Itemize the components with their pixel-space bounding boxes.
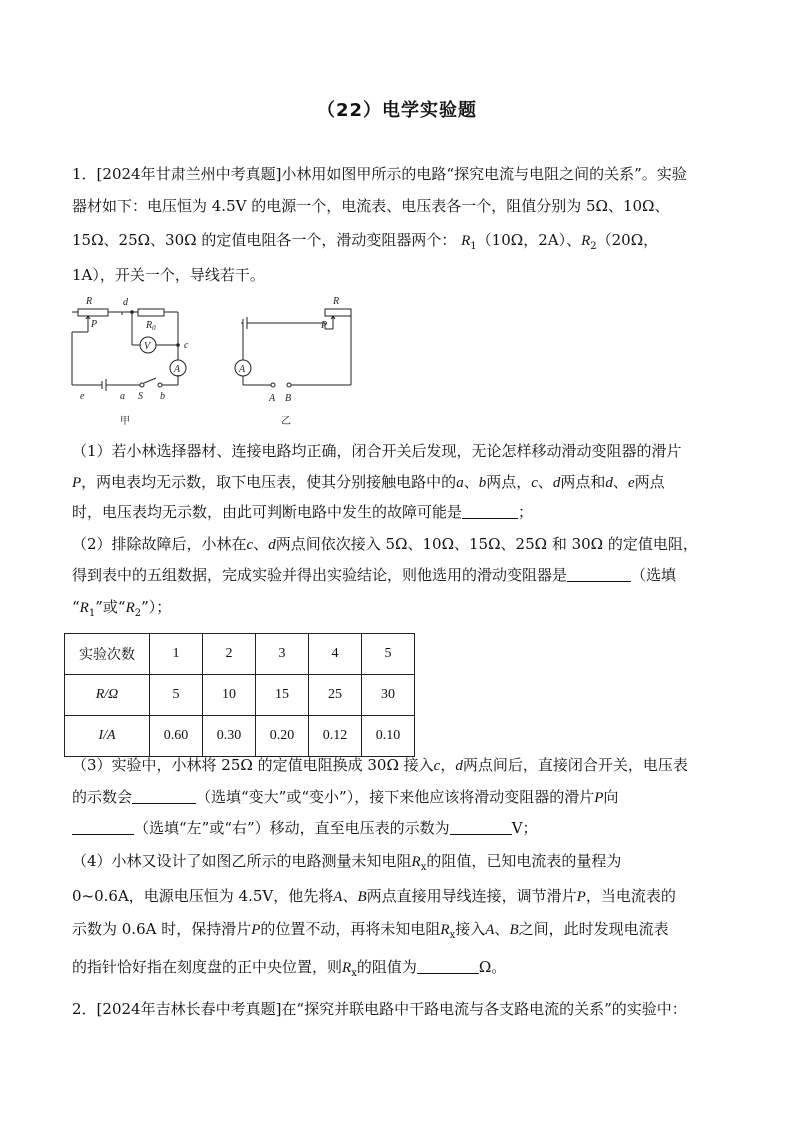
r2-symbol: R (581, 233, 591, 249)
p3-text-2d: 向 (603, 788, 619, 806)
p1-p: P (72, 475, 82, 491)
p4-line-1 (72, 850, 621, 879)
p1-d2: d (605, 475, 613, 491)
circuit-diagram-b (225, 295, 365, 430)
p4-rx2-sub: x (449, 930, 456, 941)
p4-text-1c: 的阻值，已知电流表的量程为 (426, 852, 622, 870)
answer-blank-2[interactable] (567, 567, 631, 582)
q1-line-1: 1．[2024年甘肃兰州中考真题]小林用如图甲所示的电路“探究电流与电阻之间的关系”。实验 (72, 165, 687, 183)
p3-sep: ， (440, 756, 456, 774)
fig-a-label-a-meter: A (174, 364, 181, 375)
circuit-diagram-a (60, 295, 220, 430)
table-cell: 0.12 (309, 716, 362, 757)
fig-a-label-c: c (184, 340, 189, 351)
table-cell: 10 (203, 675, 256, 716)
p2-line-2 (72, 564, 676, 586)
table-row (65, 634, 415, 675)
fig-b-label-point-b: B (285, 393, 292, 404)
p2-text-a: （2）排除故障后，小林在 (72, 535, 247, 553)
p2-or: ”或“ (95, 598, 126, 616)
p2-r2-sub: 2 (134, 608, 142, 619)
table-cell: 1 (150, 634, 203, 675)
p4-line-3 (72, 918, 669, 947)
fig-a-label-v: V (144, 341, 151, 352)
page-title: （22）电学实验题 (316, 100, 478, 121)
p1-text-n: 两点 (634, 473, 665, 491)
p2-r1-sub: 1 (88, 608, 96, 619)
table-row (65, 675, 415, 716)
table-cell: 4 (309, 634, 362, 675)
table-row-header: R/Ω (65, 675, 150, 716)
fig-a-label-e: e (80, 391, 85, 402)
p1-sep-2: 、 (537, 473, 553, 491)
table-cell: 30 (362, 675, 415, 716)
fig-a-caption: 甲 (120, 416, 130, 427)
fig-b-label-p: P (321, 320, 328, 331)
p2-text-e: 两点间依次接入 5Ω、10Ω、15Ω、25Ω 和 30Ω 的定值电阻， (275, 535, 698, 553)
terminal-a (271, 383, 275, 387)
p3-d: d (455, 758, 463, 774)
p1-line-3-text: 时，电压表均无示数，由此可判断电路中发生的故障可能是 (72, 503, 463, 521)
answer-blank-6[interactable] (417, 959, 479, 974)
p1-line-3 (72, 501, 533, 523)
p2-quote-close: ”）； (141, 598, 172, 616)
fig-b-label-point-a: A (269, 393, 276, 404)
p3-line-1 (72, 754, 688, 777)
table-cell: 3 (256, 634, 309, 675)
p4-a2: A (485, 922, 495, 938)
p2-quote-open: “ (72, 598, 80, 616)
p4-rx2: R (440, 922, 450, 938)
table-cell: 25 (309, 675, 362, 716)
p3-text-2b: （选填“变大”或“变小”），接下来他应该将滑动变阻器的滑片 (196, 788, 595, 806)
p1-a: a (456, 475, 464, 491)
fig-b-label-r: R (333, 296, 340, 307)
p4-text-1a: （4）小林又设计了如图乙所示的电路测量未知电阻 (72, 852, 412, 870)
p3-line-3 (72, 817, 538, 839)
table-row-header: 实验次数 (65, 634, 150, 675)
p4-a: A (333, 889, 343, 905)
p2-line-2-end: （选填 (631, 566, 677, 584)
p1-line-3-end: ； (518, 503, 534, 521)
p2-line-3 (72, 596, 171, 625)
p4-text-4c: 的阻值为 (356, 958, 417, 976)
fig-a-label-r0-sub: 0 (152, 324, 156, 332)
p4-text-2a: 0~0.6A，电源电压恒为 4.5V，他先将 (72, 887, 334, 905)
p1-text-f: 两点， (486, 473, 532, 491)
p4-text-2g: ，当电流表的 (585, 887, 676, 905)
q2-line-1: 2．[2024年吉林长春中考真题]在“探究并联电路中干路电流与各支路电流的关系”的实验中： (72, 1000, 687, 1018)
r1-sub: 1 (470, 241, 477, 252)
p4-b: B (357, 889, 367, 905)
p2-r2-symbol: R (125, 600, 135, 616)
table-cell: 0.10 (362, 716, 415, 757)
p4-rx3: R (342, 960, 352, 976)
r2-sub: 2 (590, 241, 597, 252)
p4-p2: P (251, 922, 261, 938)
p4-sep-2: 、 (494, 920, 510, 938)
p3-text-e: 两点间后，直接闭合开关，电压表 (462, 756, 688, 774)
p4-rx-sub: x (420, 862, 427, 873)
table-cell: 0.20 (256, 716, 309, 757)
table-cell: 15 (256, 675, 309, 716)
p1-sep-3: 、 (612, 473, 628, 491)
rheostat-r-shape (78, 309, 108, 316)
p2-sep: 、 (253, 535, 269, 553)
data-table (64, 633, 415, 757)
p3-text-2a: 的示数会 (72, 788, 133, 806)
p3-line-2 (72, 786, 618, 809)
p1-text-b: ，两电表均无示数，取下电压表，使其分别接触电路中的 (81, 473, 457, 491)
p3-c: c (433, 758, 441, 774)
fig-a-label-b: b (160, 391, 165, 402)
q1-line-2: 器材如下：电压恒为 4.5V 的电源一个，电流表、电压表各一个，阻值分别为 5Ω、10Ω、 (72, 197, 670, 215)
p4-text-3c: 的位置不动，再将未知电阻 (260, 920, 441, 938)
p4-line-2 (72, 885, 676, 908)
p4-text-3e: 接入 (455, 920, 486, 938)
q1-line-3-text: 15Ω、25Ω、30Ω 的定值电阻各一个，滑动变阻器两个： (72, 231, 457, 249)
answer-blank-4[interactable] (72, 820, 134, 835)
table-cell: 2 (203, 634, 256, 675)
table-cell: 0.60 (150, 716, 203, 757)
p1-text-j: 两点和 (560, 473, 606, 491)
fig-b-caption: 乙 (281, 416, 291, 427)
fig-a-label-d: d (123, 297, 128, 308)
answer-blank-5[interactable] (450, 820, 512, 835)
p2-line-1 (72, 533, 698, 556)
table-cell: 5 (362, 634, 415, 675)
p3-text-a: （3）实验中，小林将 25Ω 的定值电阻换成 30Ω 接入 (72, 756, 434, 774)
fig-a-label-r: R (86, 296, 93, 307)
p1-b: b (478, 475, 487, 491)
table-row (65, 716, 415, 757)
p4-text-4d: Ω。 (478, 958, 507, 976)
p4-text-3a: 示数为 0.6A 时，保持滑片 (72, 920, 252, 938)
p4-rx: R (411, 854, 421, 870)
terminal-b (287, 383, 291, 387)
p4-rx3-sub: x (351, 968, 357, 979)
p1-line-2 (72, 471, 665, 494)
p1-d: d (552, 475, 561, 491)
p1-line-1: （1）若小林选择器材、连接电路均正确，闭合开关后发现，无论怎样移动滑动变阻器的滑片 (72, 442, 682, 460)
fig-a-label-r0-main: R (146, 320, 153, 331)
fig-a-label-p: P (91, 319, 98, 330)
p4-text-4a: 的指针恰好指在刻度盘的正中央位置，则 (72, 958, 343, 976)
r2-spec: （20Ω， (596, 231, 659, 249)
p4-line-4 (72, 956, 506, 985)
answer-blank-3[interactable] (132, 789, 196, 804)
table-cell: 5 (150, 675, 203, 716)
table-cell: 0.30 (203, 716, 256, 757)
p3-text-3b: V； (511, 819, 538, 837)
p3-p: P (594, 790, 604, 806)
p4-sep-1: 、 (342, 887, 358, 905)
fig-a-label-a: a (120, 391, 125, 402)
p2-r1-symbol: R (79, 600, 89, 616)
p4-text-3i: 之间，此时发现电流表 (518, 920, 669, 938)
resistor-r0-shape (138, 309, 164, 316)
p1-c: c (531, 475, 538, 491)
p2-c: c (246, 537, 254, 553)
fig-a-label-r0 (145, 320, 156, 332)
p2-d: d (268, 537, 276, 553)
q1-line-3 (72, 229, 658, 258)
p4-b2: B (509, 922, 519, 938)
table-row-header: I/A (65, 716, 150, 757)
p4-text-2e: 两点直接用导线连接，调节滑片 (366, 887, 577, 905)
fig-b-label-a-meter: A (239, 364, 246, 375)
p3-text-3a: （选填“左”或“右”）移动，直至电压表的示数为 (134, 819, 450, 837)
rheostat-r-shape-b (325, 309, 351, 316)
r1-spec: （10Ω，2A）、 (476, 231, 582, 249)
answer-blank-1[interactable] (462, 504, 518, 519)
p4-p: P (576, 889, 586, 905)
p1-e: e (627, 475, 635, 491)
r1-symbol: R (461, 233, 471, 249)
q1-line-4: 1A），开关一个，导线若干。 (72, 266, 265, 284)
p1-sep-1: 、 (463, 473, 479, 491)
p2-line-2-text: 得到表中的五组数据，完成实验并得出实验结论，则他选用的滑动变阻器是 (72, 566, 568, 584)
fig-a-label-s: S (138, 391, 143, 402)
